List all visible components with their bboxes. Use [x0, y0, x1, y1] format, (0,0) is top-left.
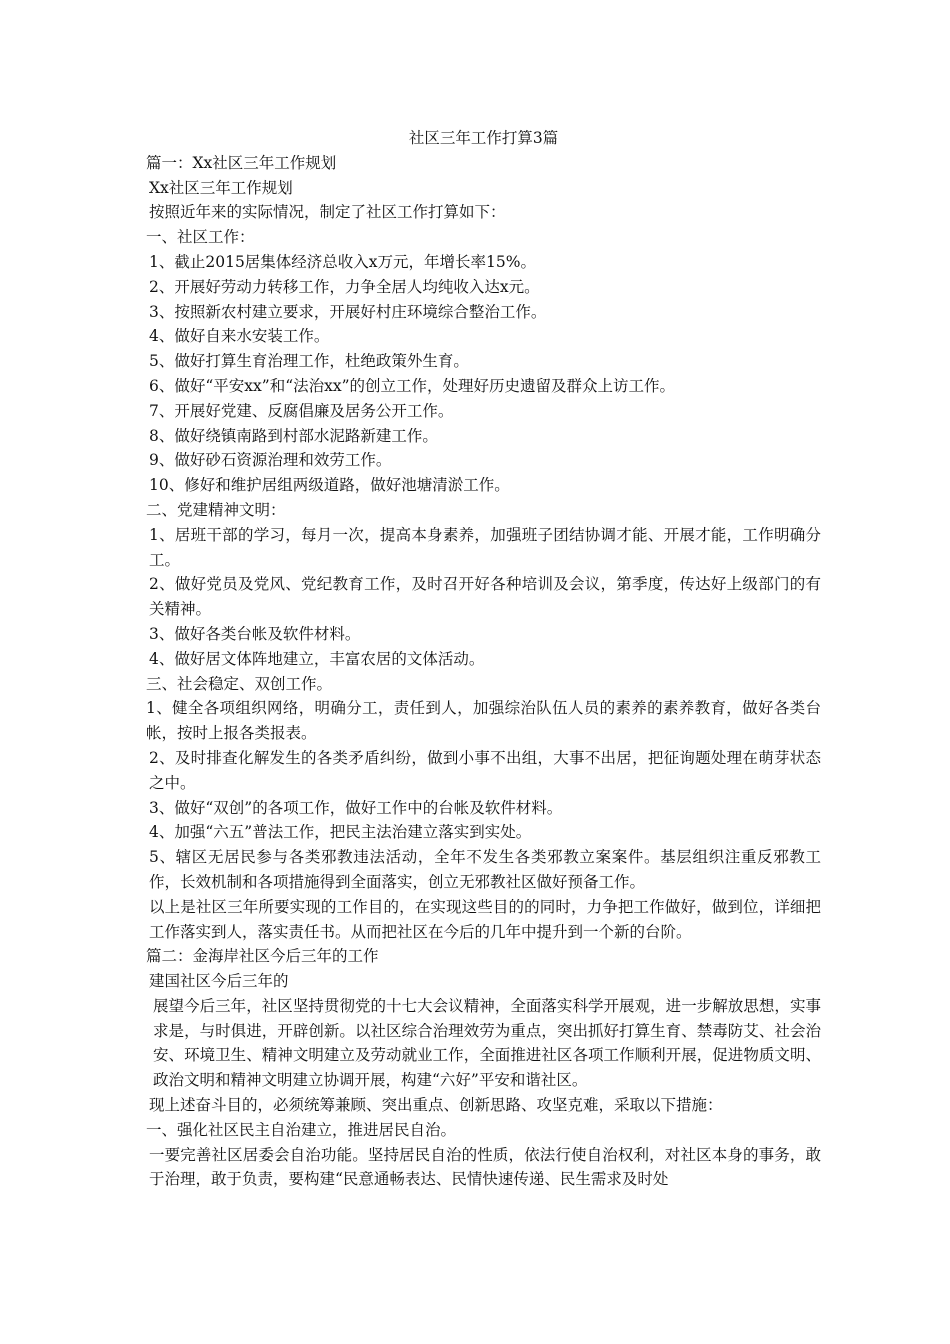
- list-item: 2、开展好劳动力转移工作，力争全居人均纯收入达x元。: [149, 277, 540, 296]
- list-item: 1、截止2015居集体经济总收入x万元，年增长率15%。: [149, 252, 537, 271]
- subheading: Xx社区三年工作规划: [149, 178, 293, 197]
- list-item: 2、及时排查化解发生的各类矛盾纠纷，做到小事不出组，大事不出居，把征询题处理在萌芽状态之中。: [149, 748, 821, 792]
- list-item: 7、开展好党建、反腐倡廉及居务公开工作。: [149, 401, 454, 420]
- list-item: 5、做好打算生育治理工作，杜绝政策外生育。: [149, 352, 469, 371]
- document-body: [146, 126, 821, 1192]
- paragraph: 一要完善社区居委会自治功能。坚持居民自治的性质，依法行使自治权利，对社区本身的事务，敢于治理，敢于负责，要构建“民意通畅表达、民情快速传递、民生需求及时处: [149, 1145, 821, 1189]
- list-item: 9、做好砂石资源治理和效劳工作。: [149, 451, 392, 470]
- paragraph: 展望今后三年，社区坚持贯彻党的十七大会议精神，全面落实科学开展观，进一步解放思想，实事求是，与时俱进，开辟创新。以社区综合治理效劳为重点，突出抓好打算生育、禁毒防艾、社会治安、环境卫生、精神文明建立及劳动就业工作，全面推进社区各项工作顺利开展，促进物质文明、政治文明和精神文明建立协调开展，构建“六好”平安和谐社区。: [153, 996, 821, 1090]
- list-item: 4、做好居文体阵地建立，丰富农居的文体活动。: [149, 649, 485, 668]
- list-item: 6、做好“平安xx”和“法治xx”的创立工作，处理好历史遗留及群众上访工作。: [149, 376, 676, 395]
- list-item: 3、按照新农村建立要求，开展好村庄环境综合整治工作。: [149, 302, 547, 321]
- list-heading: 一、社区工作：: [146, 228, 255, 247]
- paragraph: 以上是社区三年所要实现的工作目的，在实现这些目的的同时，力争把工作做好，做到位，详细把工作落实到人，落实责任书。从而把社区在今后的几年中提升到一个新的台阶。: [149, 897, 821, 941]
- list-item: 10、修好和维护居组两级道路，做好池塘清淤工作。: [149, 476, 510, 495]
- paragraph: 现上述奋斗目的，必须统筹兼顾、突出重点、创新思路、攻坚克难，采取以下措施：: [149, 1096, 723, 1115]
- section-heading: 篇二：金海岸社区今后三年的工作: [146, 947, 379, 966]
- list-item: 1、健全各项组织网络，明确分工，责任到人，加强综治队伍人员的素养的素养教育，做好各类台帐，按时上报各类报表。: [146, 699, 821, 743]
- section-heading: 篇一：Xx社区三年工作规划: [146, 153, 337, 172]
- list-item: 5、辖区无居民参与各类邪教违法活动，全年不发生各类邪教立案案件。基层组织注重反邪教工作，长效机制和各项措施得到全面落实，创立无邪教社区做好预备工作。: [149, 848, 821, 891]
- paragraph: 按照近年来的实际情况，制定了社区工作打算如下：: [149, 203, 506, 222]
- list-heading: 三、社会稳定、双创工作。: [146, 674, 333, 693]
- list-heading: 二、党建精神文明：: [146, 500, 286, 519]
- document-title: 社区三年工作打算3篇: [408, 129, 559, 147]
- list-heading: 一、强化社区民主自治建立，推进居民自治。: [146, 1120, 457, 1139]
- list-item: 8、做好绕镇南路到村部水泥路新建工作。: [149, 426, 438, 445]
- list-item: 4、加强“六五”普法工作，把民主法治建立落实到实处。: [149, 823, 532, 842]
- list-item: 3、做好“双创”的各项工作，做好工作中的台帐及软件材料。: [149, 798, 563, 817]
- list-item: 3、做好各类台帐及软件材料。: [149, 624, 361, 643]
- subheading: 建国社区今后三年的: [149, 972, 289, 991]
- list-item: 2、做好党员及党风、党纪教育工作，及时召开好各种培训及会议，第季度，传达好上级部门的有关精神。: [149, 575, 821, 619]
- list-item: 4、做好自来水安装工作。: [149, 327, 330, 346]
- list-item: 1、居班干部的学习，每月一次，提高本身素养，加强班子团结协调才能、开展才能，工作明确分工。: [149, 525, 821, 569]
